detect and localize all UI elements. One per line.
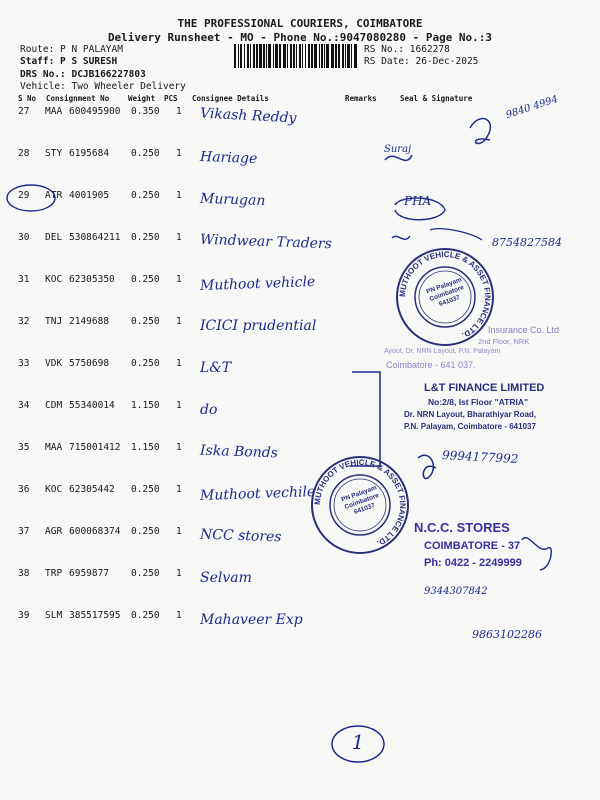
row-signature-handwritten: 8754827584 bbox=[492, 236, 562, 249]
rs-date: RS Date: 26-Dec-2025 bbox=[364, 56, 479, 67]
column-header-remarks: Remarks bbox=[345, 94, 377, 103]
row-consignee-handwritten: ICICI prudential bbox=[200, 318, 317, 334]
row-consignment-number: 6195684 bbox=[69, 148, 110, 159]
row-consignee-handwritten: Vikash Reddy bbox=[199, 105, 297, 127]
row-signature-handwritten: 9863102286 bbox=[472, 628, 542, 641]
row-sno: 30 bbox=[18, 232, 30, 243]
muthoot-ring-text-bottom: MUTHOOT VEHICLE & ASSET FINANCE LTD. bbox=[312, 457, 408, 548]
column-header-seal: Seal & Signature bbox=[400, 94, 473, 103]
row-sno: 39 bbox=[18, 610, 30, 621]
table-row bbox=[0, 568, 600, 610]
staff-label: Staff: P S SURESH bbox=[20, 56, 118, 67]
row-sno: 36 bbox=[18, 484, 30, 495]
row-weight: 0.250 bbox=[131, 526, 160, 537]
row-consignment-number: 385517595 bbox=[69, 610, 121, 621]
row-pcs: 1 bbox=[176, 148, 182, 159]
row-weight: 0.250 bbox=[131, 484, 160, 495]
column-header-consignee: Consignee Details bbox=[192, 94, 269, 103]
row-weight: 0.250 bbox=[131, 316, 160, 327]
page-mark-number: 1 bbox=[351, 730, 365, 754]
row-pcs: 1 bbox=[176, 316, 182, 327]
row-pcs: 1 bbox=[176, 610, 182, 621]
row-sno: 28 bbox=[18, 148, 30, 159]
row-sno: 35 bbox=[18, 442, 30, 453]
row-consignment-number: 715001412 bbox=[69, 442, 121, 453]
icici-stamp-line1: Insurance Co. Ltd bbox=[488, 325, 560, 335]
row-consignee-handwritten: Muthoot vehicle bbox=[199, 273, 316, 295]
ncc-stamp-phone: Ph: 0422 - 2249999 bbox=[424, 557, 522, 569]
row-consignment-prefix: TNJ bbox=[45, 316, 63, 327]
row-pcs: 1 bbox=[176, 400, 182, 411]
row-consignment-prefix: MAA bbox=[45, 442, 63, 453]
row-consignment-number: 55340014 bbox=[69, 400, 115, 411]
rs-number: RS No.: 1662278 bbox=[364, 44, 450, 55]
vehicle-label: Vehicle: Two Wheeler Delivery bbox=[20, 81, 186, 92]
table-row bbox=[0, 144, 600, 190]
row-consignee-handwritten: Murugan bbox=[199, 190, 266, 210]
row-signature-handwritten: 9840 4994 bbox=[504, 93, 560, 122]
row-consignment-number: 62305350 bbox=[69, 274, 115, 285]
lt-stamp-line1: No:2/8, Ist Floor "ATRIA" bbox=[428, 397, 528, 407]
table-row bbox=[0, 484, 600, 526]
row-sno: 27 bbox=[18, 106, 30, 117]
barcode-image bbox=[234, 44, 360, 68]
row-consignment-prefix: ATR bbox=[45, 190, 63, 201]
row-consignment-number: 530864211 bbox=[69, 232, 121, 243]
row-pcs: 1 bbox=[176, 358, 182, 369]
row-sno: 33 bbox=[18, 358, 30, 369]
row-weight: 0.250 bbox=[131, 568, 160, 579]
row-consignment-number: 2149688 bbox=[69, 316, 110, 327]
row-consignee-handwritten: Muthoot vechile bbox=[199, 483, 316, 505]
row-weight: 0.250 bbox=[131, 148, 160, 159]
icici-stamp-line2: 2nd Floor, NRK bbox=[478, 337, 530, 346]
row-consignment-prefix: MAA bbox=[45, 106, 63, 117]
table-row bbox=[0, 232, 600, 274]
lt-stamp-line2: Dr. NRN Layout, Bharathiyar Road, bbox=[404, 410, 537, 419]
row-pcs: 1 bbox=[176, 442, 182, 453]
row-signature-handwritten: 9344307842 bbox=[424, 586, 488, 597]
route-label: Route: P N PALAYAM bbox=[20, 44, 123, 55]
row-consignment-number: 6959877 bbox=[69, 568, 110, 579]
row-pcs: 1 bbox=[176, 484, 182, 495]
row-sno: 31 bbox=[18, 274, 30, 285]
row-consignee-handwritten: Iska Bonds bbox=[199, 442, 279, 462]
drs-number: DRS No.: DCJB166227803 bbox=[20, 69, 146, 80]
row-consignment-prefix: TRP bbox=[45, 568, 63, 579]
row-pcs: 1 bbox=[176, 568, 182, 579]
row-weight: 0.350 bbox=[131, 106, 160, 117]
row-consignment-number: 5750698 bbox=[69, 358, 110, 369]
row-sno: 34 bbox=[18, 400, 30, 411]
row-consignee-handwritten: Mahaveer Exp bbox=[200, 612, 303, 628]
table-row bbox=[0, 274, 600, 316]
row-sno: 38 bbox=[18, 568, 30, 579]
row-weight: 0.250 bbox=[131, 232, 160, 243]
row-pcs: 1 bbox=[176, 274, 182, 285]
row-weight: 1.150 bbox=[131, 400, 160, 411]
row-consignment-number: 62305442 bbox=[69, 484, 115, 495]
row-consignment-prefix: STY bbox=[45, 148, 63, 159]
column-header-consignment: Consignment No bbox=[46, 94, 110, 103]
row-sno: 32 bbox=[18, 316, 30, 327]
table-row bbox=[0, 190, 600, 232]
row-pcs: 1 bbox=[176, 106, 182, 117]
row-pcs: 1 bbox=[176, 232, 182, 243]
runsheet-subtitle: Delivery Runsheet - MO - Phone No.:9047080280 - Page No.:3 bbox=[107, 31, 493, 44]
lt-stamp-line3: P.N. Palayam, Coimbatore - 641037 bbox=[404, 422, 536, 431]
row-weight: 0.250 bbox=[131, 274, 160, 285]
row-consignment-number: 600068374 bbox=[69, 526, 121, 537]
column-header-sno: S No bbox=[18, 94, 37, 103]
row-sno: 29 bbox=[18, 190, 30, 201]
row-consignee-handwritten: do bbox=[200, 402, 218, 418]
row-weight: 0.250 bbox=[131, 610, 160, 621]
icici-stamp-line4: Coimbatore - 641 037. bbox=[386, 360, 476, 370]
table-row bbox=[0, 610, 600, 652]
row-consignee-handwritten: Windwear Traders bbox=[199, 231, 333, 253]
row-consignment-prefix: AGR bbox=[45, 526, 63, 537]
lt-stamp-name: L&T FINANCE LIMITED bbox=[424, 382, 545, 394]
runsheet-title: THE PROFESSIONAL COURIERS, COIMBATORE bbox=[177, 17, 423, 30]
column-header-pcs: PCS bbox=[164, 94, 178, 103]
muthoot-ring-text-top: MUTHOOT VEHICLE & ASSET FINANCE LTD. bbox=[397, 249, 493, 340]
muthoot-center-text-top: PN Palayam Coimbatore 641037 bbox=[425, 276, 465, 309]
row-consignment-prefix: CDM bbox=[45, 400, 63, 411]
muthoot-center-text-bottom: PN Palayam Coimbatore 641037 bbox=[340, 484, 380, 517]
row-consignment-number: 600495900 bbox=[69, 106, 121, 117]
row-consignment-prefix: VDK bbox=[45, 358, 63, 369]
row-sno: 37 bbox=[18, 526, 30, 537]
row-signature-handwritten: PHA bbox=[404, 194, 432, 208]
row-pcs: 1 bbox=[176, 526, 182, 537]
row-consignment-number: 4001905 bbox=[69, 190, 110, 201]
column-header-weight: Weight bbox=[128, 94, 156, 103]
ncc-stamp-name: N.C.C. STORES bbox=[414, 520, 510, 535]
row-consignment-prefix: DEL bbox=[45, 232, 63, 243]
row-consignment-prefix: SLM bbox=[45, 610, 63, 621]
row-weight: 1.150 bbox=[131, 442, 160, 453]
row-weight: 0.250 bbox=[131, 190, 160, 201]
row-consignment-prefix: KOC bbox=[45, 274, 63, 285]
row-consignee-handwritten: Selvam bbox=[200, 570, 252, 586]
row-consignee-handwritten: L&T bbox=[200, 360, 232, 376]
ncc-stamp-city: COIMBATORE - 37 bbox=[424, 540, 521, 552]
row-signature-handwritten: Suraj bbox=[384, 144, 412, 155]
icici-stamp-line3: Ayout, Dr. NRN Layout, P.N. Palayam bbox=[384, 348, 501, 355]
row-signature-handwritten: 9994177992 bbox=[441, 448, 519, 466]
row-pcs: 1 bbox=[176, 190, 182, 201]
row-consignee-handwritten: Hariage bbox=[199, 149, 258, 167]
row-consignee-handwritten: NCC stores bbox=[199, 526, 282, 546]
table-row bbox=[0, 442, 600, 484]
row-consignment-prefix: KOC bbox=[45, 484, 63, 495]
row-weight: 0.250 bbox=[131, 358, 160, 369]
